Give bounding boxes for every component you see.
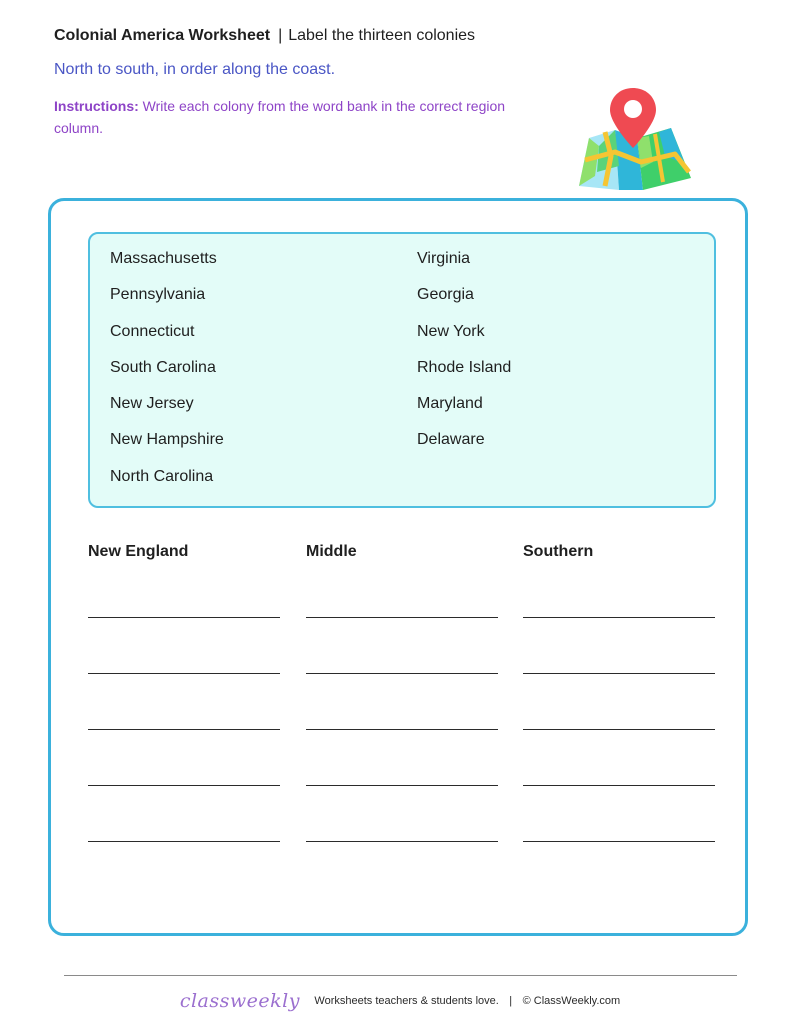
- footer-copyright: © ClassWeekly.com: [522, 995, 621, 1007]
- word-bank-item: Delaware: [417, 431, 485, 449]
- title-separator: |: [278, 27, 283, 44]
- word-bank-item: Rhode Island: [417, 358, 512, 376]
- answer-line[interactable]: [88, 673, 280, 674]
- answer-line[interactable]: [306, 617, 498, 618]
- answer-line[interactable]: [88, 729, 280, 730]
- region-heading: Middle: [306, 543, 357, 560]
- word-bank-item: Virginia: [417, 250, 471, 267]
- map-with-pin-icon: [575, 86, 695, 192]
- word-bank-item: North Carolina: [110, 467, 214, 485]
- word-bank-item: Massachusetts: [110, 250, 217, 267]
- brand-logo: classweekly: [179, 990, 300, 1012]
- footer: [0, 990, 800, 1012]
- word-bank-column-right: [417, 248, 511, 466]
- worksheet-topic: Label the thirteen colonies: [288, 27, 476, 44]
- answer-line[interactable]: [523, 729, 715, 730]
- word-bank-column-left: [110, 248, 224, 502]
- word-bank-item: New York: [417, 322, 485, 340]
- region-column-southern: [523, 541, 715, 563]
- title-line: [54, 26, 574, 46]
- worksheet-header: [54, 26, 574, 139]
- region-column-new-england: [88, 541, 280, 563]
- instructions: [54, 95, 524, 139]
- answer-line[interactable]: [523, 841, 715, 842]
- worksheet-subtitle: North to south, in order along the coast.: [54, 61, 336, 78]
- word-bank-item: Georgia: [417, 286, 474, 304]
- answer-line[interactable]: [306, 673, 498, 674]
- word-bank-item: South Carolina: [110, 358, 216, 376]
- worksheet-frame: [48, 198, 748, 936]
- answer-line[interactable]: [88, 841, 280, 842]
- answer-line[interactable]: [306, 729, 498, 730]
- footer-divider: [64, 975, 737, 976]
- answer-line[interactable]: [306, 785, 498, 786]
- answer-line[interactable]: [523, 617, 715, 618]
- word-bank-item: Maryland: [417, 395, 483, 413]
- answer-line[interactable]: [306, 841, 498, 842]
- word-bank: [88, 232, 716, 508]
- answer-line[interactable]: [523, 673, 715, 674]
- footer-tagline: Worksheets teachers & students love.: [314, 995, 499, 1007]
- instructions-text: Write each colony from the word bank in the correct region column.: [54, 98, 506, 136]
- worksheet-title: Colonial America Worksheet: [54, 27, 271, 44]
- word-bank-item: Pennsylvania: [110, 286, 206, 304]
- answer-line[interactable]: [88, 617, 280, 618]
- word-bank-item: Connecticut: [110, 322, 195, 340]
- footer-separator: |: [509, 995, 513, 1007]
- answer-line[interactable]: [88, 785, 280, 786]
- region-column-middle: [306, 541, 498, 563]
- word-bank-item: New Hampshire: [110, 431, 224, 449]
- answer-line[interactable]: [523, 785, 715, 786]
- word-bank-item: New Jersey: [110, 395, 194, 413]
- region-heading: Southern: [523, 543, 594, 560]
- instructions-label: Instructions:: [54, 98, 139, 114]
- region-heading: New England: [88, 543, 189, 560]
